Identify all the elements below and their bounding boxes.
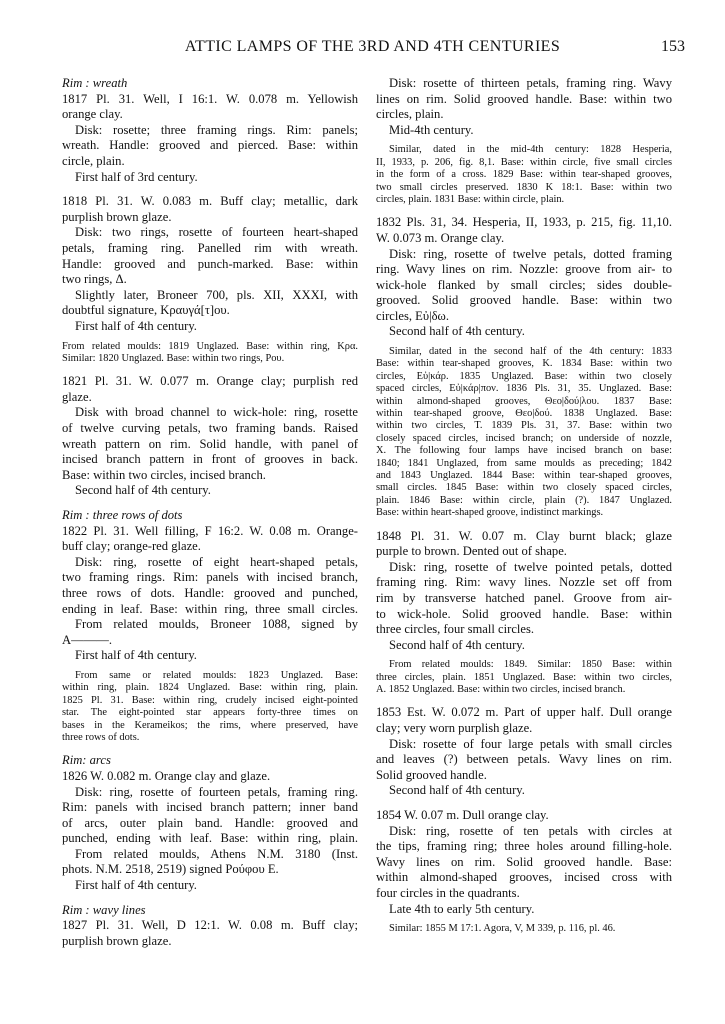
text-line: and leaves (?) between petals. Wavy lines on rim. xyxy=(376,752,672,767)
text-line: From same or related moulds: 1823 Unglazed. Base: xyxy=(75,669,358,681)
text-line: 1825 Pl. 31. Base: within ring, crudely incised eight-pointed xyxy=(62,694,358,706)
block-spacer xyxy=(376,206,672,215)
text-line: two framing rings. Rim: panels with incised branch, xyxy=(62,570,358,585)
text-line: glaze. xyxy=(62,389,92,404)
text-line: From related moulds, Athens N.M. 3180 (Inst. xyxy=(75,846,358,861)
text-line: lines on rim. Solid grooved handle. Base: within two xyxy=(376,91,672,106)
text-line: Disk: ring, rosette of twelve petals, dotted framing xyxy=(389,246,672,261)
note-paragraph xyxy=(376,659,672,696)
text-line: in the form of a cross. 1829 Base: within tear-shaped grooves, xyxy=(376,169,672,181)
text-line: three rows of dots. Handle: grooved and punched, xyxy=(62,586,358,600)
text-line: of twelve curving petals, two framing bands. Raised xyxy=(62,421,358,436)
text-line: 1827 Pl. 31. Well, D 12:1. W. 0.08 m. Buff clay; xyxy=(62,918,358,933)
left-column xyxy=(62,76,358,949)
text-line: petals, framing ring. Panelled rim with wreath. xyxy=(62,240,358,255)
text-line: circle, plain. xyxy=(62,153,125,168)
text-line: wreath pattern on rim. Solid handle, with panel of xyxy=(62,436,358,451)
text-line: Handle: grooved and punch-marked. Base: within xyxy=(62,256,358,271)
text-line: 1817 Pl. 31. Well, I 16:1. W. 0.078 m. Yellowish xyxy=(62,91,358,106)
text-line: purple to brown. Dented out of shape. xyxy=(376,544,567,559)
note-paragraph xyxy=(62,670,358,744)
text-line: Α. 1852 Unglazed. Base: within two circles, incised branch. xyxy=(376,684,626,696)
text-line: within ring, plain. 1824 Unglazed. Base: within ring, plain. xyxy=(62,682,358,694)
section-heading xyxy=(62,76,358,92)
text-line: From related moulds, Broneer 1088, signed by xyxy=(75,617,358,632)
text-line: bases in the Kerameikos; the rims, where preserved, have xyxy=(62,719,358,731)
text-line: Mid-4th century. xyxy=(389,122,474,137)
text-line: Base: within two circles, incised branch. xyxy=(62,467,266,482)
text-line: Α———. xyxy=(62,632,113,647)
text-line: phots. N.M. 2518, 2519) signed Ρούφου Ε. xyxy=(62,862,279,877)
text-line: Base: within tear-shaped grooves, Κ. 1834 Base: within two xyxy=(376,358,672,370)
text-line: framing ring. Rim: wavy lines. Nozzle set off from xyxy=(376,575,672,590)
text-line: purplish brown glaze. xyxy=(62,209,172,224)
text-line: circles, plain. xyxy=(376,107,444,122)
text-line: clay; very worn purplish glaze. xyxy=(376,721,533,736)
catalogue-entry xyxy=(376,76,672,138)
block-spacer xyxy=(62,744,358,753)
text-line: From related moulds: 1849. Similar: 1850 Base: within xyxy=(389,659,672,671)
text-line: circles, plain. 1831 Base: within circle, plain. xyxy=(376,193,565,205)
block-spacer xyxy=(376,520,672,529)
text-line: Disk: ring, rosette of twelve pointed petals, dotted xyxy=(389,559,672,574)
text-line: four circles in the quadrants. xyxy=(376,886,520,900)
block-spacer xyxy=(62,894,358,903)
text-line: grooved. Solid grooved handle. Base: within two xyxy=(376,293,672,308)
text-line: Slightly later, Broneer 700, pls. XII, XXXI, with xyxy=(75,287,358,302)
text-line: 1826 W. 0.082 m. Orange clay and glaze. xyxy=(62,768,271,783)
note-paragraph xyxy=(376,144,672,206)
text-line: to wick-hole. Solid grooved handle. Base: within xyxy=(376,606,672,621)
block-spacer xyxy=(376,799,672,808)
catalogue-entry xyxy=(376,705,672,799)
text-line: Rim: arcs xyxy=(62,753,111,768)
text-line: Rim: panels with incised branch pattern; inner band xyxy=(62,800,358,815)
catalogue-entry xyxy=(376,529,672,654)
block-spacer xyxy=(62,185,358,194)
text-line: wick-hole flanked by small circles; sides double- xyxy=(376,277,672,292)
text-line: First half of 4th century. xyxy=(75,648,197,663)
text-line: ending in leaf. Base: within ring, three small circles. xyxy=(62,601,358,616)
text-line: within tear-shaped groove, Θεο|δού. 1838 Unglazed. Base: xyxy=(376,408,672,420)
text-line: and 1843 Unglazed. 1844 Base: within tear-shaped grooves, xyxy=(376,469,672,481)
text-line: First half of 4th century. xyxy=(75,878,197,893)
text-line: Disk: rosette of four large petals with small circles xyxy=(389,736,672,751)
note-paragraph xyxy=(376,923,672,935)
page-header xyxy=(60,38,685,60)
text-line: two small circles preserved. 1830 K 18:1. Base: within two xyxy=(376,181,672,193)
text-line: punched, ending with leaf. Base: within ring, plain. xyxy=(62,831,358,846)
note-paragraph xyxy=(376,346,672,519)
text-line: plain. 1846 Base: within circle, plain (?). 1847 Unglazed. xyxy=(376,494,672,506)
text-line: orange clay. xyxy=(62,107,123,122)
section-heading xyxy=(62,508,358,524)
running-title: ATTIC LAMPS OF THE 3RD AND 4TH CENTURIES xyxy=(184,38,561,55)
text-line: Rim : wreath xyxy=(62,76,128,90)
text-line: Base: within heart-shaped groove, indistinct markings. xyxy=(376,507,604,519)
text-line: two rings, Δ. xyxy=(62,272,127,287)
catalogue-entry xyxy=(376,215,672,340)
text-line: closely spaced circles, incised branch; on underside of nozzle, xyxy=(376,432,672,444)
text-line: Disk: ring, rosette of fourteen petals, framing ring. xyxy=(75,784,358,799)
text-line: From related moulds: 1819 Unglazed. Base: within ring, Κρα. xyxy=(62,340,358,352)
text-line: ring. Wavy lines on rim. Nozzle: groove from air- to xyxy=(376,262,672,277)
text-line: wreath. Handle: grooved and pierced. Base: within xyxy=(62,138,358,153)
page-number: 153 xyxy=(661,38,685,55)
block-spacer xyxy=(376,696,672,705)
text-line: of arcs, outer plain band. Handle: grooved and xyxy=(62,815,358,830)
text-line: Similar: 1855 M 17:1. Agora, V, M 339, p. 116, pl. 46. xyxy=(389,923,616,935)
text-line: circles, Εὐ|κάρ. 1835 Unglazed. Base: within two closely xyxy=(376,370,672,382)
text-line: Disk with broad channel to wick-hole: ring, rosette xyxy=(75,405,358,420)
text-line: W. 0.073 m. Orange clay. xyxy=(376,230,505,245)
catalogue-entry xyxy=(376,808,672,917)
text-line: the tips, framing ring; three holes around filling-hole. xyxy=(376,839,672,854)
text-line: Rim : wavy lines xyxy=(62,902,146,917)
text-line: star. The eight-pointed star appears forty-three times on xyxy=(62,707,358,719)
text-line: Second half of 4th century. xyxy=(75,483,211,498)
text-line: Disk: rosette of thirteen petals, framing ring. Wavy xyxy=(389,76,672,90)
text-line: within almond-shaped grooves, Θεο|δού|λου. 1837 Base: xyxy=(376,395,672,407)
block-spacer xyxy=(62,365,358,374)
text-line: 1853 Est. W. 0.072 m. Part of upper half. Dull orange xyxy=(376,705,672,720)
text-line: three rows of dots. xyxy=(62,731,140,743)
text-line: Disk: two rings, rosette of fourteen heart-shaped xyxy=(75,225,358,240)
catalogue-entry xyxy=(62,769,358,894)
text-line: purplish brown glaze. xyxy=(62,933,172,948)
text-line: circles, Εὐ|δω. xyxy=(376,308,449,323)
text-line: 1832 Pls. 31, 34. Hesperia, II, 1933, p. 215, fig. 11,10. xyxy=(376,215,672,230)
text-line: Disk: ring, rosette of ten petals with circles at xyxy=(389,823,672,838)
text-line: doubtful signature, Κραυγά[τ]ου. xyxy=(62,303,230,318)
text-line: within almond-shaped grooves, incised cross with xyxy=(376,870,672,885)
text-line: Solid grooved handle. xyxy=(376,767,487,782)
text-line: 1840; 1841 Unglazed, from same moulds as preceding; 1842 xyxy=(376,457,672,469)
text-line: Similar: 1820 Unglazed. Base: within two rings, Ρου. xyxy=(62,352,285,364)
text-line: small circles. 1845 Base: within two closely spaced circles, xyxy=(376,482,672,494)
text-line: Second half of 4th century. xyxy=(389,783,525,798)
text-line: Disk: ring, rosette of eight heart-shaped petals, xyxy=(75,554,358,569)
text-line: Similar, dated in the second half of the 4th century: 1833 xyxy=(389,346,672,358)
text-line: Late 4th to early 5th century. xyxy=(389,901,535,916)
text-line: II, 1933, p. 206, fig. 8,1. Base: within circle, five small circles xyxy=(376,156,672,168)
text-line: 1821 Pl. 31. W. 0.077 m. Orange clay; purplish red xyxy=(62,374,358,389)
text-line: within two circles, T. 1839 Pls. 31, 37. Base: within two xyxy=(376,420,672,432)
text-line: 1818 Pl. 31. W. 0.083 m. Buff clay; metallic, dark xyxy=(62,194,358,209)
right-column xyxy=(376,76,672,936)
text-line: three circles, plain. 1851 Unglazed. Base: within two circles, xyxy=(376,671,672,683)
text-line: three circles, four small circles. xyxy=(376,622,535,637)
text-line: Rim : three rows of dots xyxy=(62,508,183,523)
text-line: spaced circles, Εὐ|κάρ|πον. 1836 Pls. 31, 35. Unglazed. Base: xyxy=(376,383,672,395)
section-heading xyxy=(62,903,358,919)
section-heading xyxy=(62,753,358,769)
block-spacer xyxy=(62,499,358,508)
catalogue-entry xyxy=(62,524,358,664)
text-line: Second half of 4th century. xyxy=(389,324,525,339)
text-line: incised branch pattern in front of grooves in back. xyxy=(62,452,358,467)
text-line: Second half of 4th century. xyxy=(389,637,525,652)
text-line: 1854 W. 0.07 m. Dull orange clay. xyxy=(376,808,549,823)
catalogue-entry xyxy=(62,194,358,334)
catalogue-entry xyxy=(62,92,358,186)
text-line: Disk: rosette; three framing rings. Rim: panels; xyxy=(75,122,358,137)
text-line: Wavy lines on rim. Solid grooved handle. Base: xyxy=(376,854,672,869)
catalogue-entry xyxy=(62,374,358,499)
text-line: Similar, dated in the mid-4th century: 1828 Hesperia, xyxy=(389,144,672,156)
text-line: First half of 3rd century. xyxy=(75,169,198,184)
catalogue-entry xyxy=(62,918,358,949)
text-line: X. The following four lamps have incised branch on base: xyxy=(376,445,672,457)
text-line: rim by transverse hatched panel. Groove from air- xyxy=(376,590,672,605)
text-line: 1822 Pl. 31. Well filling, F 16:2. W. 0.08 m. Orange- xyxy=(62,523,358,538)
text-line: First half of 4th century. xyxy=(75,318,197,333)
text-line: 1848 Pl. 31. W. 0.07 m. Clay burnt black; glaze xyxy=(376,528,672,543)
text-line: buff clay; orange-red glaze. xyxy=(62,539,201,554)
note-paragraph xyxy=(62,341,358,366)
